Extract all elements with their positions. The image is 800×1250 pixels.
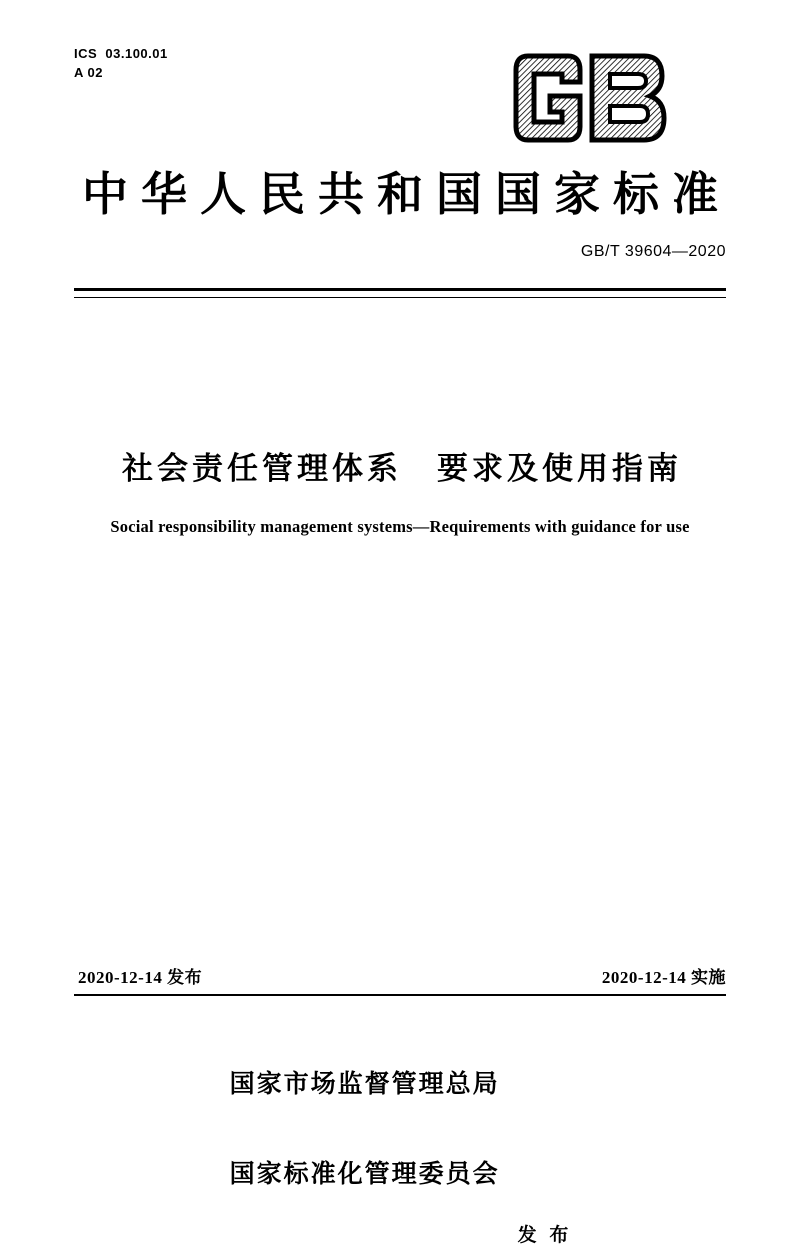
document-title-chinese: 社会责任管理体系 要求及使用指南 <box>122 451 682 486</box>
issuer-line-2: 国家标准化管理委员会 <box>229 1161 500 1188</box>
issue-date: 2020-12-14 发布 <box>78 968 203 987</box>
issuer-line-1: 国家市场监督管理总局 <box>229 1071 500 1098</box>
issuer-action: 发 布 <box>517 1225 573 1246</box>
standard-number: GB/T 39604—2020 <box>580 243 726 260</box>
issuer-block <box>0 1010 800 1250</box>
ics-classification-block <box>74 44 168 82</box>
effective-date: 2020-12-14 实施 <box>601 968 726 987</box>
divider-thin <box>74 297 726 298</box>
gb-logo-icon <box>512 50 692 146</box>
ccs-code: A 02 <box>74 65 103 80</box>
ics-number: ICS 03.100.01 <box>74 46 168 61</box>
divider-thick <box>74 288 726 291</box>
document-title-english: Social responsibility management systems—Requirements with guidance for use <box>110 517 690 536</box>
divider-bottom <box>74 994 726 996</box>
issuer-names <box>228 1010 500 1250</box>
page-title: 中华人民共和国国家标准 <box>82 169 731 220</box>
